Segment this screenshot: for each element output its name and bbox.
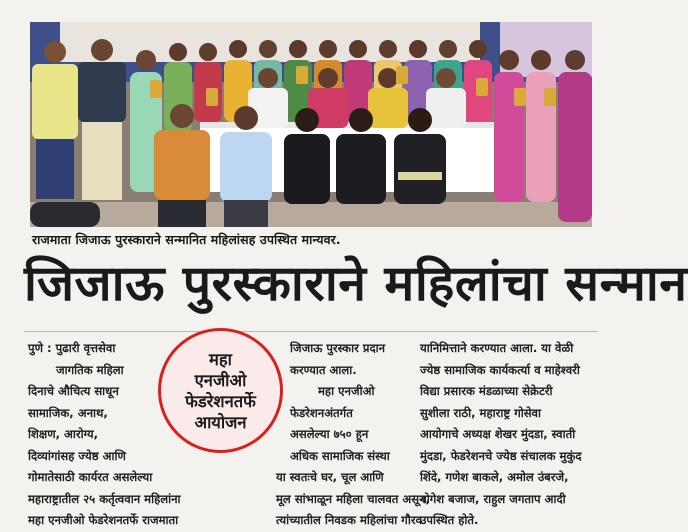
- column-line: अधिक सामाजिक संस्था: [290, 448, 390, 463]
- column-line: गोमातेसाठी कार्यरत असलेल्या: [28, 470, 153, 484]
- column-line: यानिमित्ताने करण्यात आला. या वेळी: [420, 341, 574, 355]
- column-line: विद्या प्रसारक मंडळाच्या सेक्रेटरी: [420, 384, 553, 398]
- column-line: महा एनजीओ फेडरेशनतर्फे राजमाता: [28, 513, 179, 527]
- article-column-2: [276, 338, 430, 532]
- badge-line-4: आयोजन: [194, 412, 247, 432]
- headline-block: [24, 250, 688, 318]
- column-line: योगेश बजाज, राहुल जगताप आदी: [420, 491, 566, 506]
- photo-caption: राजमाता जिजाऊ पुरस्काराने सन्मानित महिलांसह उपस्थित मान्यवर.: [32, 232, 341, 247]
- column-line: महा एनजीओ: [318, 384, 375, 398]
- badge-line-1: महा: [209, 349, 232, 369]
- column-line: दिनाचे औचित्य साधून: [28, 384, 119, 398]
- dateline: पुणे : पुढारी वृत्तसेवा: [28, 341, 116, 355]
- divider: [24, 331, 598, 332]
- column-line: फेडरेशनअंतर्गत: [290, 405, 353, 420]
- column-line: सुशीला राठी, महाराष्ट्र गोसेवा: [420, 405, 542, 420]
- column-line: मूल सांभाळून महिला चालवत असून,: [276, 491, 430, 506]
- column-line: जिजाऊ पुरस्कार प्रदान: [290, 341, 386, 355]
- column-line: करण्यात आला.: [290, 362, 357, 377]
- column-line: या स्वतःचे घर, चूल आणि: [276, 470, 384, 484]
- column-line: दिव्यांगांसह ज्येष्ठ आणि: [28, 448, 126, 463]
- column-line: मुंदडा, फेडरेशनचे ज्येष्ठ संचालक मुकुंद: [420, 448, 582, 463]
- column-line: महाराष्ट्रातील २५ कर्तृत्ववान महिलांना: [28, 491, 181, 506]
- column-line: शिक्षण, आरोग्य,: [28, 427, 99, 441]
- column-line: शिंदे, गणेश बाकले, अमोल उंबरजे,: [420, 470, 569, 484]
- highlight-badge: [158, 328, 283, 453]
- badge-line-2: एनजीओ: [194, 370, 247, 390]
- headline: जिजाऊ पुरस्काराने महिलांचा सन्मान: [24, 255, 688, 312]
- column-line: त्यांच्यातील निवडक महिलांचा गौरव: [276, 513, 423, 527]
- badge-line-3: फेडरेशनतर्फे: [185, 391, 256, 411]
- article-column-3: [420, 338, 598, 532]
- column-line: ज्येष्ठ सामाजिक कार्यकर्त्या व माहेश्वरी: [420, 362, 580, 377]
- column-line: असलेल्या ७५० हून: [290, 427, 369, 441]
- column-line: आयोगाचे अध्यक्ष शेखर मुंदडा, स्वाती: [420, 427, 576, 441]
- column-line: उपस्थित होते.: [420, 513, 479, 527]
- event-photo: [30, 22, 592, 227]
- column-line: जागतिक महिला: [56, 362, 124, 377]
- column-line: सामाजिक, अनाथ,: [28, 405, 108, 420]
